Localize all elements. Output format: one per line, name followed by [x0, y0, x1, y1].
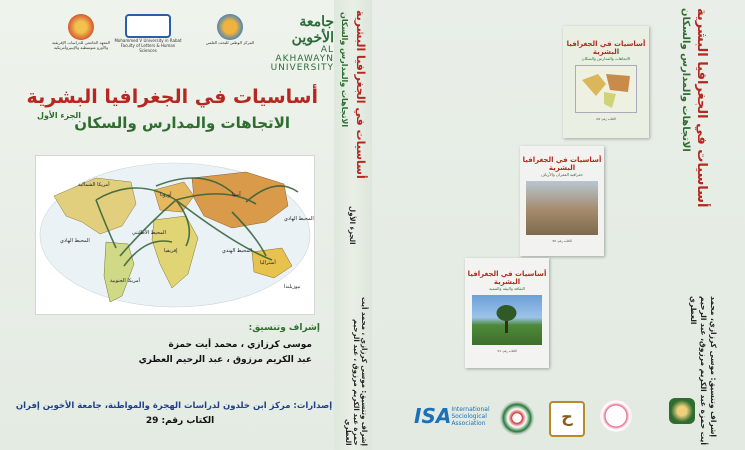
university-name-en: AL AKHAWAYN UNIVERSITY — [270, 45, 334, 73]
isa-logo — [414, 404, 500, 430]
back-subtitle: الاتجاهات والمدارس والسكان — [680, 8, 691, 152]
world-map-graphic — [36, 156, 314, 314]
credits — [40, 338, 312, 368]
back-title: أساسيات في الجغرافيا البشرية — [694, 8, 709, 208]
mohammed-v-faculty-logo: Mohammed V University in Rabat Faculty of Letters & Human Sciences — [113, 14, 183, 53]
spine-subtitle: الاتجاهات والمدارس والسكان — [340, 12, 349, 128]
book-spine — [334, 0, 372, 450]
map-label: آسيا — [232, 192, 241, 198]
migration-world-map — [35, 155, 315, 315]
book-thumbnail-3: أساسيات في الجغرافيا البشرية الثقافة والبيئة والتنمية الكتاب رقم: 31 — [465, 258, 549, 368]
map-label: أستراليا — [260, 260, 276, 266]
book-subtitle: الاتجاهات والمدارس والسكان — [74, 114, 290, 132]
book-cover-map — [575, 65, 637, 113]
map-label: أوروبا — [160, 192, 172, 198]
al-akhawayn-logo — [262, 14, 334, 73]
star-emblem-logo — [500, 401, 534, 435]
map-label: أمريكا الجنوبية — [110, 278, 140, 284]
book-thumbnail-2: أساسيات في الجغرافيا البشرية جغرافية العمران والأرياف الكتاب رقم: 30 — [520, 146, 604, 256]
map-label: نيوزيلندا — [284, 284, 301, 290]
book-title: أساسيات في الجغرافيا البشرية — [26, 86, 318, 108]
book-cover-photo — [526, 181, 598, 235]
credits-line: عبد الكريم مرزوق ، عبد الرحيم العطري — [138, 355, 312, 365]
ibn-khaldoun-centre-logo — [664, 398, 700, 434]
credits-heading: إشراف وتنسيق: — [248, 323, 320, 333]
book-cover-photo — [472, 295, 542, 345]
isa-mark: ISA — [414, 404, 452, 428]
map-label: المحيط الهادي — [60, 238, 90, 244]
back-credits: إشراف وتنسيق: موسى كرزازي، محمد أيت حمزة عبد الكريم مرزوق، عبد الرحيم العطري — [689, 296, 718, 445]
map-label: إفريقيا — [164, 248, 178, 254]
university-name-ar: جامعة الأخوين — [291, 14, 334, 46]
book-thumbnail-1: أساسيات في الجغرافيا البشرية الاتجاهات والمدارس والسكان الكتاب رقم: 29 — [563, 26, 649, 138]
spine-title: أساسيات في الجغرافيا البشرية — [354, 10, 367, 179]
circle-brand-logo — [600, 400, 632, 432]
spine-credits: إشراف وتنسيق: موسى كرزازي ، محمد أيت حمزة عبد الكريم مرزوق ، عبد الرحيم العطري — [344, 297, 368, 446]
map-label: المحيط الهادي — [284, 216, 314, 222]
map-label: المحيط الهندي — [222, 248, 253, 254]
isa-name: International Sociological Association — [451, 406, 490, 427]
publisher-line: إصدارات: مركز ابن خلدون لدراسات الهجرة والمواطنة، جامعة الأخوين إفران — [15, 401, 333, 411]
publisher-mark-logo: ح — [549, 401, 585, 437]
rabat-institute-logo: المعهد الجامعي للدراسات الإفريقية والأورو متوسطية والإيبيروأمريكية — [46, 14, 116, 50]
credits-line: موسى كرزازي ، محمد أيت حمزة — [168, 340, 312, 350]
book-number: الكتاب رقم: 29 — [145, 416, 215, 426]
map-label: أمريكا الشمالية — [78, 182, 110, 188]
spine-volume: الجزء الأول — [348, 206, 356, 245]
volume-label: الجزء الأول — [37, 111, 81, 120]
front-cover — [0, 0, 334, 450]
map-label: المحيط الأطلنتي — [132, 230, 166, 236]
research-centre-logo: المركز الوطني للبحث العلمي — [195, 14, 265, 45]
